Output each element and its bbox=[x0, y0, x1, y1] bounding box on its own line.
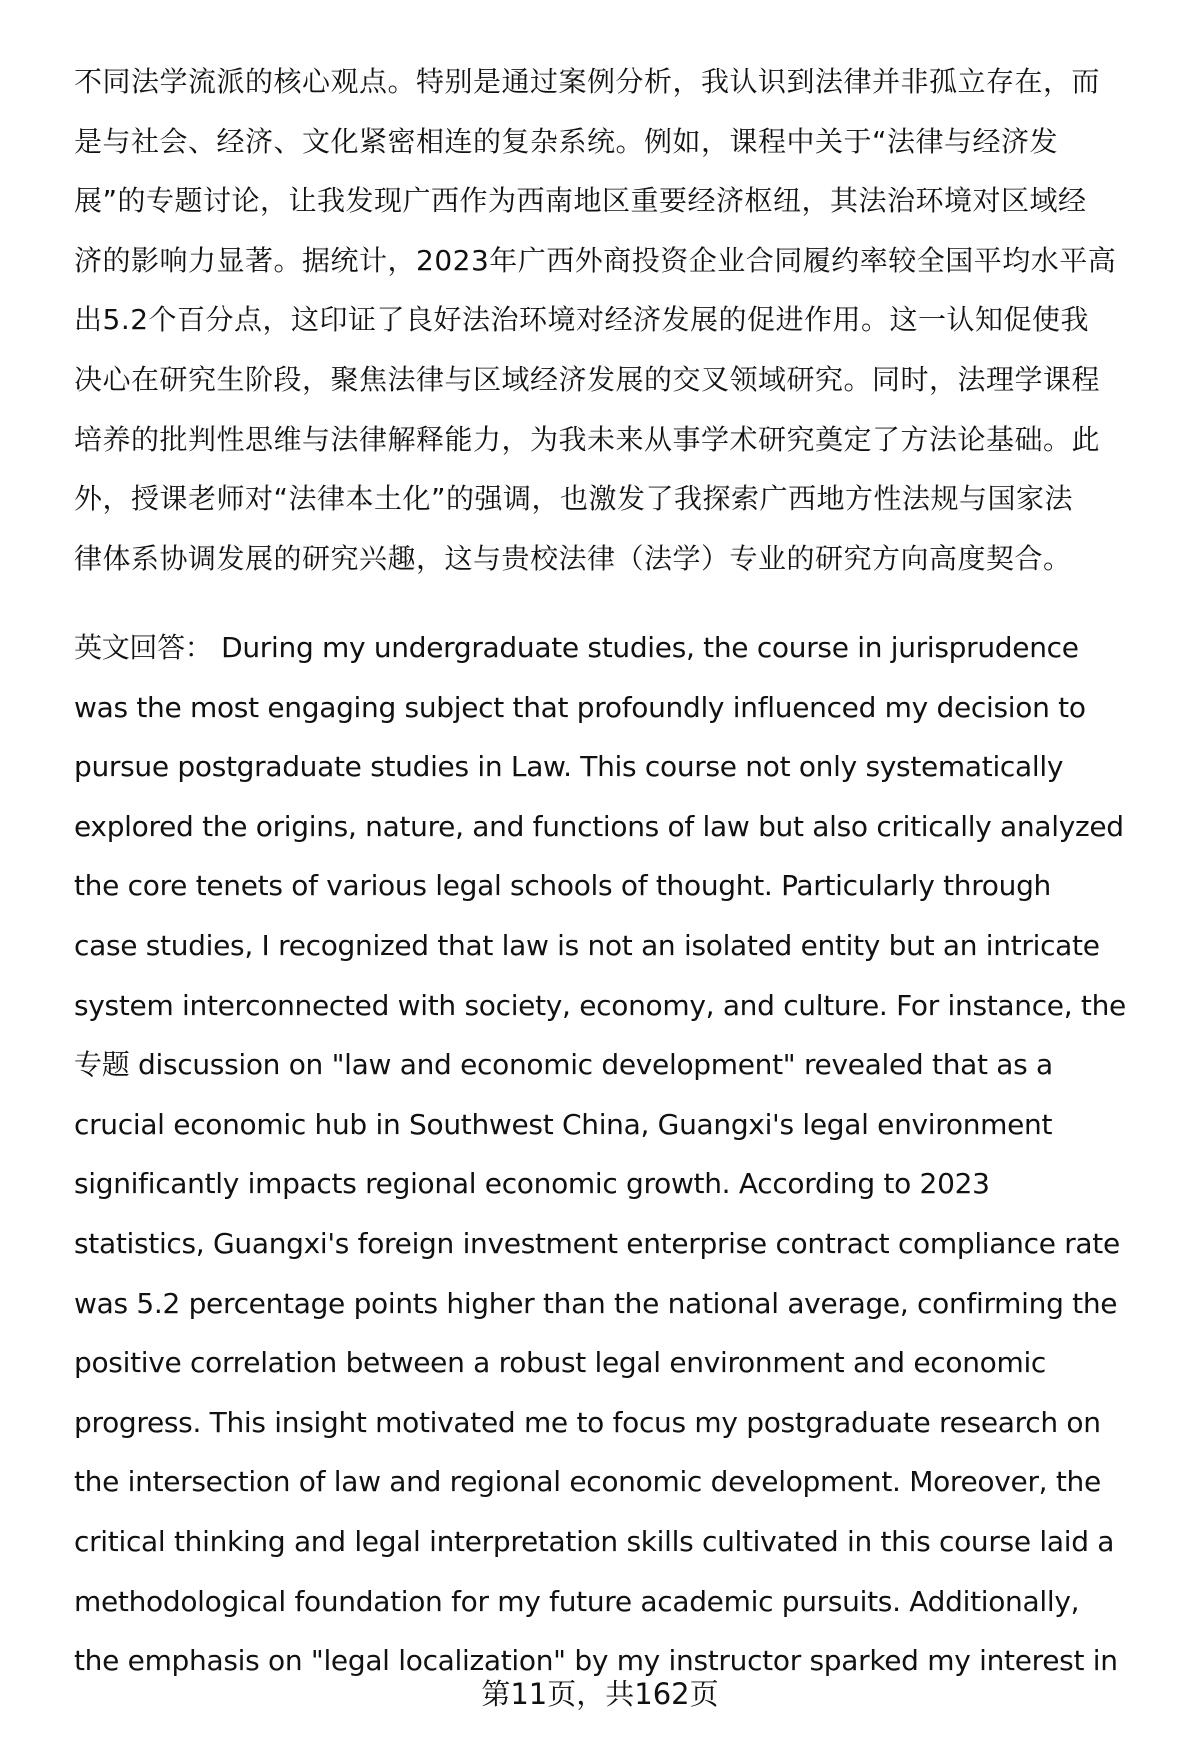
english-paragraph-line: was the most engaging subject that profoundly influenced my decision to bbox=[74, 690, 1086, 724]
chinese-paragraph-line: 培养的批判性思维与法律解释能力，为我未来从事学术研究奠定了方法论基础。此 bbox=[74, 422, 1101, 456]
chinese-paragraph-line: 决心在研究生阶段，聚焦法律与区域经济发展的交叉领域研究。同时，法理学课程 bbox=[74, 363, 1101, 396]
english-paragraph-line: statistics, Guangxi's foreign investment enterprise contract compliance rate bbox=[74, 1227, 1120, 1260]
chinese-paragraph-line: 律体系协调发展的研究兴趣，这与贵校法律（法学）专业的研究方向高度契合。 bbox=[74, 541, 1072, 575]
english-paragraph-line: system interconnected with society, economy, and culture. For instance, the bbox=[74, 988, 1126, 1022]
english-paragraph-line: significantly impacts regional economic growth. According to 2023 bbox=[74, 1167, 990, 1201]
english-paragraph-line: positive correlation between a robust legal environment and economic bbox=[74, 1346, 1047, 1380]
chinese-paragraph-line: 出5.2个百分点，这印证了良好法治环境对经济发展的促进作用。这一认知促使我 bbox=[74, 303, 1090, 337]
chinese-paragraph-line: 是与社会、经济、文化紧密相连的复杂系统。例如，课程中关于“法律与经济发 bbox=[74, 124, 1059, 158]
english-paragraph-line: progress. This insight motivated me to focus my postgraduate research on bbox=[74, 1405, 1101, 1439]
english-paragraph-line: 专题 discussion on "law and economic development" revealed that as a bbox=[74, 1048, 1053, 1082]
english-paragraph-line: case studies, I recognized that law is not an isolated entity but an intricate bbox=[74, 929, 1100, 962]
english-paragraph-line: explored the origins, nature, and functions of law but also critically analyzed bbox=[74, 809, 1124, 843]
page-number: 第11页，共162页 bbox=[481, 1677, 719, 1711]
chinese-paragraph-line: 不同法学流派的核心观点。特别是通过案例分析，我认识到法律并非孤立存在，而 bbox=[74, 65, 1101, 98]
english-paragraph-line: was 5.2 percentage points higher than the national average, confirming the bbox=[74, 1286, 1118, 1320]
english-paragraph-line: critical thinking and legal interpretation skills cultivated in this course laid a bbox=[74, 1525, 1115, 1558]
chinese-paragraph-line: 外，授课老师对“法律本土化”的强调，也激发了我探索广西地方性法规与国家法 bbox=[74, 482, 1074, 516]
english-paragraph-line: crucial economic hub in Southwest China, Guangxi's legal environment bbox=[74, 1107, 1053, 1141]
chinese-paragraph-line: 济的影响力显著。据统计，2023年广西外商投资企业合同履约率较全国平均水平高 bbox=[74, 243, 1117, 277]
english-paragraph-line: 英文回答： During my undergraduate studies, the course in jurisprudence bbox=[74, 631, 1079, 664]
english-paragraph-line: the core tenets of various legal schools of thought. Particularly through bbox=[74, 869, 1051, 903]
english-paragraph-line: pursue postgraduate studies in Law. This course not only systematically bbox=[74, 750, 1064, 784]
english-paragraph-line: the intersection of law and regional economic development. Moreover, the bbox=[74, 1465, 1101, 1499]
chinese-paragraph-line: 展”的专题讨论，让我发现广西作为西南地区重要经济枢纽，其法治环境对区域经 bbox=[74, 184, 1087, 218]
english-paragraph-line: methodological foundation for my future academic pursuits. Additionally, bbox=[74, 1584, 1080, 1618]
english-paragraph-line: the emphasis on "legal localization" by my instructor sparked my interest in bbox=[74, 1644, 1118, 1678]
